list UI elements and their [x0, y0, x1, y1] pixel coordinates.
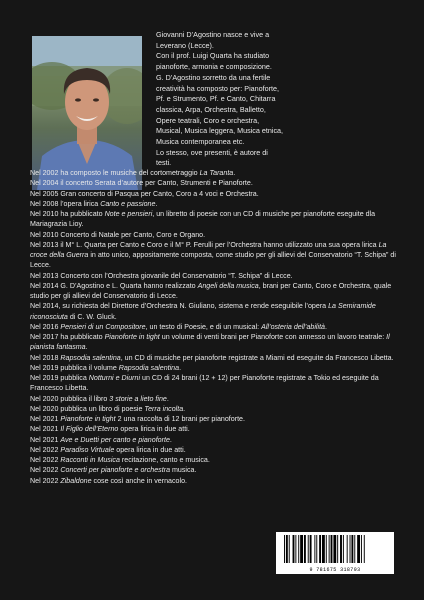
- event-item: [30, 281, 400, 302]
- barcode-bar: [289, 535, 290, 563]
- barcode-bar: [308, 535, 309, 563]
- event-year: Nel 2016: [30, 322, 59, 331]
- event-text: pubblica un libro di poesie: [58, 404, 145, 413]
- event-text: .: [324, 322, 327, 331]
- event-item: [30, 332, 400, 353]
- event-title: Zibaldone: [60, 476, 92, 485]
- event-text: ha pubblicato: [58, 333, 105, 341]
- barcode-bar: [295, 535, 296, 563]
- barcode-bar: [326, 535, 327, 563]
- event-item: [30, 168, 400, 178]
- event-text: .: [85, 343, 88, 352]
- event-text: pubblica il libro: [58, 394, 110, 403]
- bio-paragraph: G. D’Agostino sorretto da una fertile creatività ha composto per: Pianoforte, Pf. e Strumento, Pf. e Canto, Chitarra classica, Arpa, Orchestra, Balletto, Opere teatrali, Coro e orchestra, Musical, Musica leggera, Musica etnica, Musica contemporanea etc.: [156, 72, 284, 147]
- event-year: Nel 2010: [30, 230, 59, 239]
- event-item: [30, 445, 400, 455]
- event-text: musica.: [170, 466, 197, 475]
- event-year: Nel 2018: [30, 353, 59, 362]
- barcode-bar: [329, 535, 330, 563]
- event-text: di C. W. Gluck.: [67, 312, 117, 321]
- event-item: [30, 271, 400, 281]
- barcode-bar: [293, 535, 295, 563]
- event-text: ha composto le musiche del cortometraggio: [58, 169, 200, 177]
- event-text: , un testo di Poesie, e di un musical:: [145, 322, 262, 331]
- event-text: opera lirica in due atti.: [118, 425, 190, 434]
- event-title: Concerti per pianoforte e orchestra: [60, 466, 171, 475]
- event-year: Nel 2022: [30, 456, 59, 464]
- event-text: G. D’Agostino e L. Quarta hanno realizzato: [58, 281, 198, 290]
- event-text: , brani per Canto, Coro e Orchestra, quale studio per gli allievi del Conservatorio di Lecce.: [30, 281, 392, 300]
- event-text: pubblica il volume: [58, 363, 119, 372]
- barcode-bar: [351, 535, 353, 563]
- author-photo: [32, 36, 142, 190]
- event-title: Pianoforte in tight: [60, 415, 116, 423]
- barcode-bar: [357, 535, 360, 563]
- event-text: .: [233, 169, 236, 177]
- event-title: 3 storie a lieto fine: [109, 394, 167, 403]
- barcode-bar: [316, 535, 317, 563]
- event-text: un volume di venti brani per Pianoforte con annesso un lavoro teatrale:: [159, 333, 387, 341]
- event-item: [30, 301, 400, 322]
- barcode-bar: [350, 535, 351, 563]
- event-year: Nel 2010: [30, 210, 59, 218]
- event-year: Nel 2021: [30, 435, 59, 444]
- event-title: Angeli della musica: [197, 281, 259, 290]
- event-text: il concerto Serata d’autore per Canto, Strumenti e Pianoforte.: [58, 179, 253, 188]
- barcode-bar: [343, 535, 344, 563]
- event-item: [30, 373, 400, 394]
- event-title: Terra incolta: [144, 404, 184, 413]
- event-text: un CD di 24 brani (12 + 12) per Pianoforte registrate a Tokio ed eseguite da Francesco Libetta.: [30, 374, 379, 393]
- event-year: Nel 2022: [30, 445, 59, 454]
- event-item: [30, 322, 400, 332]
- event-year: Nel 2021: [30, 415, 59, 423]
- bio-paragraph: Lo stesso, ove presenti, è autore di testi.: [156, 147, 268, 168]
- bio-paragraph: Giovanni D’Agostino nasce e vive a Leverano (Lecce).: [156, 30, 270, 50]
- event-title: Pensieri di un Compositore: [60, 322, 146, 331]
- event-text: .: [155, 199, 158, 208]
- event-title: Rapsodia salentina: [60, 353, 121, 362]
- event-title: La Taranta: [199, 169, 234, 177]
- event-item: [30, 353, 400, 363]
- event-item: [30, 230, 400, 240]
- event-text: cose così anche in vernacolo.: [91, 476, 187, 485]
- event-title: Il Figlio dell’Eterno: [60, 425, 119, 434]
- event-item: [30, 394, 400, 404]
- event-item: [30, 455, 400, 465]
- event-year: Nel 2002: [30, 169, 59, 177]
- event-year: Nel 2005: [30, 189, 59, 198]
- event-item: [30, 199, 400, 209]
- event-text: pubblica: [58, 374, 89, 382]
- event-year: Nel 2017: [30, 333, 59, 341]
- event-title: La Semiramide riconosciuta: [30, 302, 376, 321]
- event-year: Nel 2004: [30, 179, 59, 188]
- event-title: La croce della Guerra: [30, 240, 387, 259]
- event-year: Nel 2014: [30, 281, 59, 290]
- event-text: 2 una raccolta di 12 brani per pianoforte.: [115, 415, 245, 423]
- event-text: .: [166, 394, 169, 403]
- event-text: .: [183, 404, 186, 413]
- event-text: Concerto di Natale per Canto, Coro e Organo.: [58, 230, 206, 239]
- event-item: [30, 424, 400, 434]
- event-text: in atto unico, appositamente composta, come studio per gli allievi del Conservatorio “T. Schipa” di Lecce.: [30, 251, 396, 270]
- event-item: [30, 465, 400, 475]
- event-year: Nel 2022: [30, 476, 59, 485]
- event-text: , su richiesta del Direttore d’Orchestra N. Giuliano, sistema e rende eseguibile l’opera: [58, 302, 329, 311]
- event-text: , un CD di musiche per pianoforte registrate a Miami ed eseguite da Francesco Libetta.: [120, 353, 394, 362]
- event-text: recitazione, canto e musica.: [119, 456, 210, 464]
- event-year: Nel 2020: [30, 394, 59, 403]
- barcode-bar: [354, 535, 355, 563]
- barcode-bar: [340, 535, 342, 563]
- career-events-list: [30, 168, 400, 486]
- author-bio: [156, 30, 284, 169]
- barcode-bar: [331, 535, 333, 563]
- event-year: Nel 2008: [30, 199, 59, 208]
- barcode-bars: [276, 532, 394, 568]
- barcode-bar: [364, 535, 365, 563]
- event-title: Pianoforte in tight: [104, 333, 160, 341]
- bio-paragraph: Con il prof. Luigi Quarta ha studiato pianoforte, armonia e composizione.: [156, 51, 272, 72]
- event-item: [30, 414, 400, 424]
- event-title: Racconti in Musica: [60, 456, 120, 464]
- event-item: [30, 178, 400, 188]
- barcode-bar: [304, 535, 306, 563]
- event-text: .: [179, 363, 182, 372]
- barcode-bar: [319, 535, 321, 563]
- barcode-bar: [361, 535, 362, 563]
- barcode-bar: [314, 535, 315, 563]
- barcode-bar: [337, 535, 338, 563]
- event-text: l’opera lirica: [58, 199, 101, 208]
- event-text: , un libretto di poesie con un CD di musiche per pianoforte eseguite dla Mariagrazia Lioy.: [30, 210, 376, 229]
- event-item: [30, 404, 400, 414]
- event-text: il M° L. Quarta per Canto e Coro e il M° P. Ferulli per l’Orchestra hanno utilizzato una sua opera lirica: [58, 240, 379, 249]
- author-portrait-image: [32, 36, 142, 190]
- barcode-bar: [347, 535, 348, 563]
- barcode-bar: [322, 535, 325, 563]
- event-item: [30, 209, 400, 230]
- event-title: Canto e passione: [100, 199, 156, 208]
- event-year: Nel 2014: [30, 302, 59, 311]
- event-title: Ave e Duetti per canto e pianoforte: [60, 435, 170, 444]
- event-item: [30, 363, 400, 373]
- event-title: Paradiso Virtuale: [60, 445, 115, 454]
- event-year: Nel 2021: [30, 425, 59, 434]
- barcode-bar: [286, 535, 288, 563]
- event-title: All’osteria dell’abilità: [261, 322, 325, 331]
- event-title: Rapsodia salentina: [118, 363, 180, 372]
- isbn-barcode: [276, 532, 394, 574]
- event-text: .: [169, 435, 172, 444]
- event-item: [30, 476, 400, 486]
- event-item: [30, 435, 400, 445]
- event-year: Nel 2013: [30, 240, 59, 249]
- event-year: Nel 2022: [30, 466, 59, 475]
- event-title: Il pianista fantasma: [30, 333, 390, 352]
- barcode-bar: [284, 535, 285, 563]
- event-title: Note e pensieri: [104, 210, 153, 218]
- event-text: ha pubblicato: [58, 210, 105, 218]
- event-item: [30, 240, 400, 271]
- event-title: Notturni e Diurni: [88, 374, 141, 382]
- event-year: Nel 2020: [30, 404, 59, 413]
- barcode-bar: [333, 535, 336, 563]
- event-text: Gran concerto di Pasqua per Canto, Coro a 4 voci e Orchestra.: [58, 189, 259, 198]
- event-year: Nel 2019: [30, 374, 59, 382]
- event-year: Nel 2013: [30, 271, 59, 280]
- event-text: opera lirica in due atti.: [114, 445, 186, 454]
- barcode-digits: 9 781675 318793: [309, 567, 361, 573]
- event-item: [30, 189, 400, 199]
- barcode-bar: [310, 535, 312, 563]
- event-text: Concerto con l’Orchestra giovanile del Conservatorio “T. Schipa” di Lecce.: [58, 271, 293, 280]
- barcode-bar: [300, 535, 303, 563]
- event-year: Nel 2019: [30, 363, 59, 372]
- barcode-bar: [298, 535, 299, 563]
